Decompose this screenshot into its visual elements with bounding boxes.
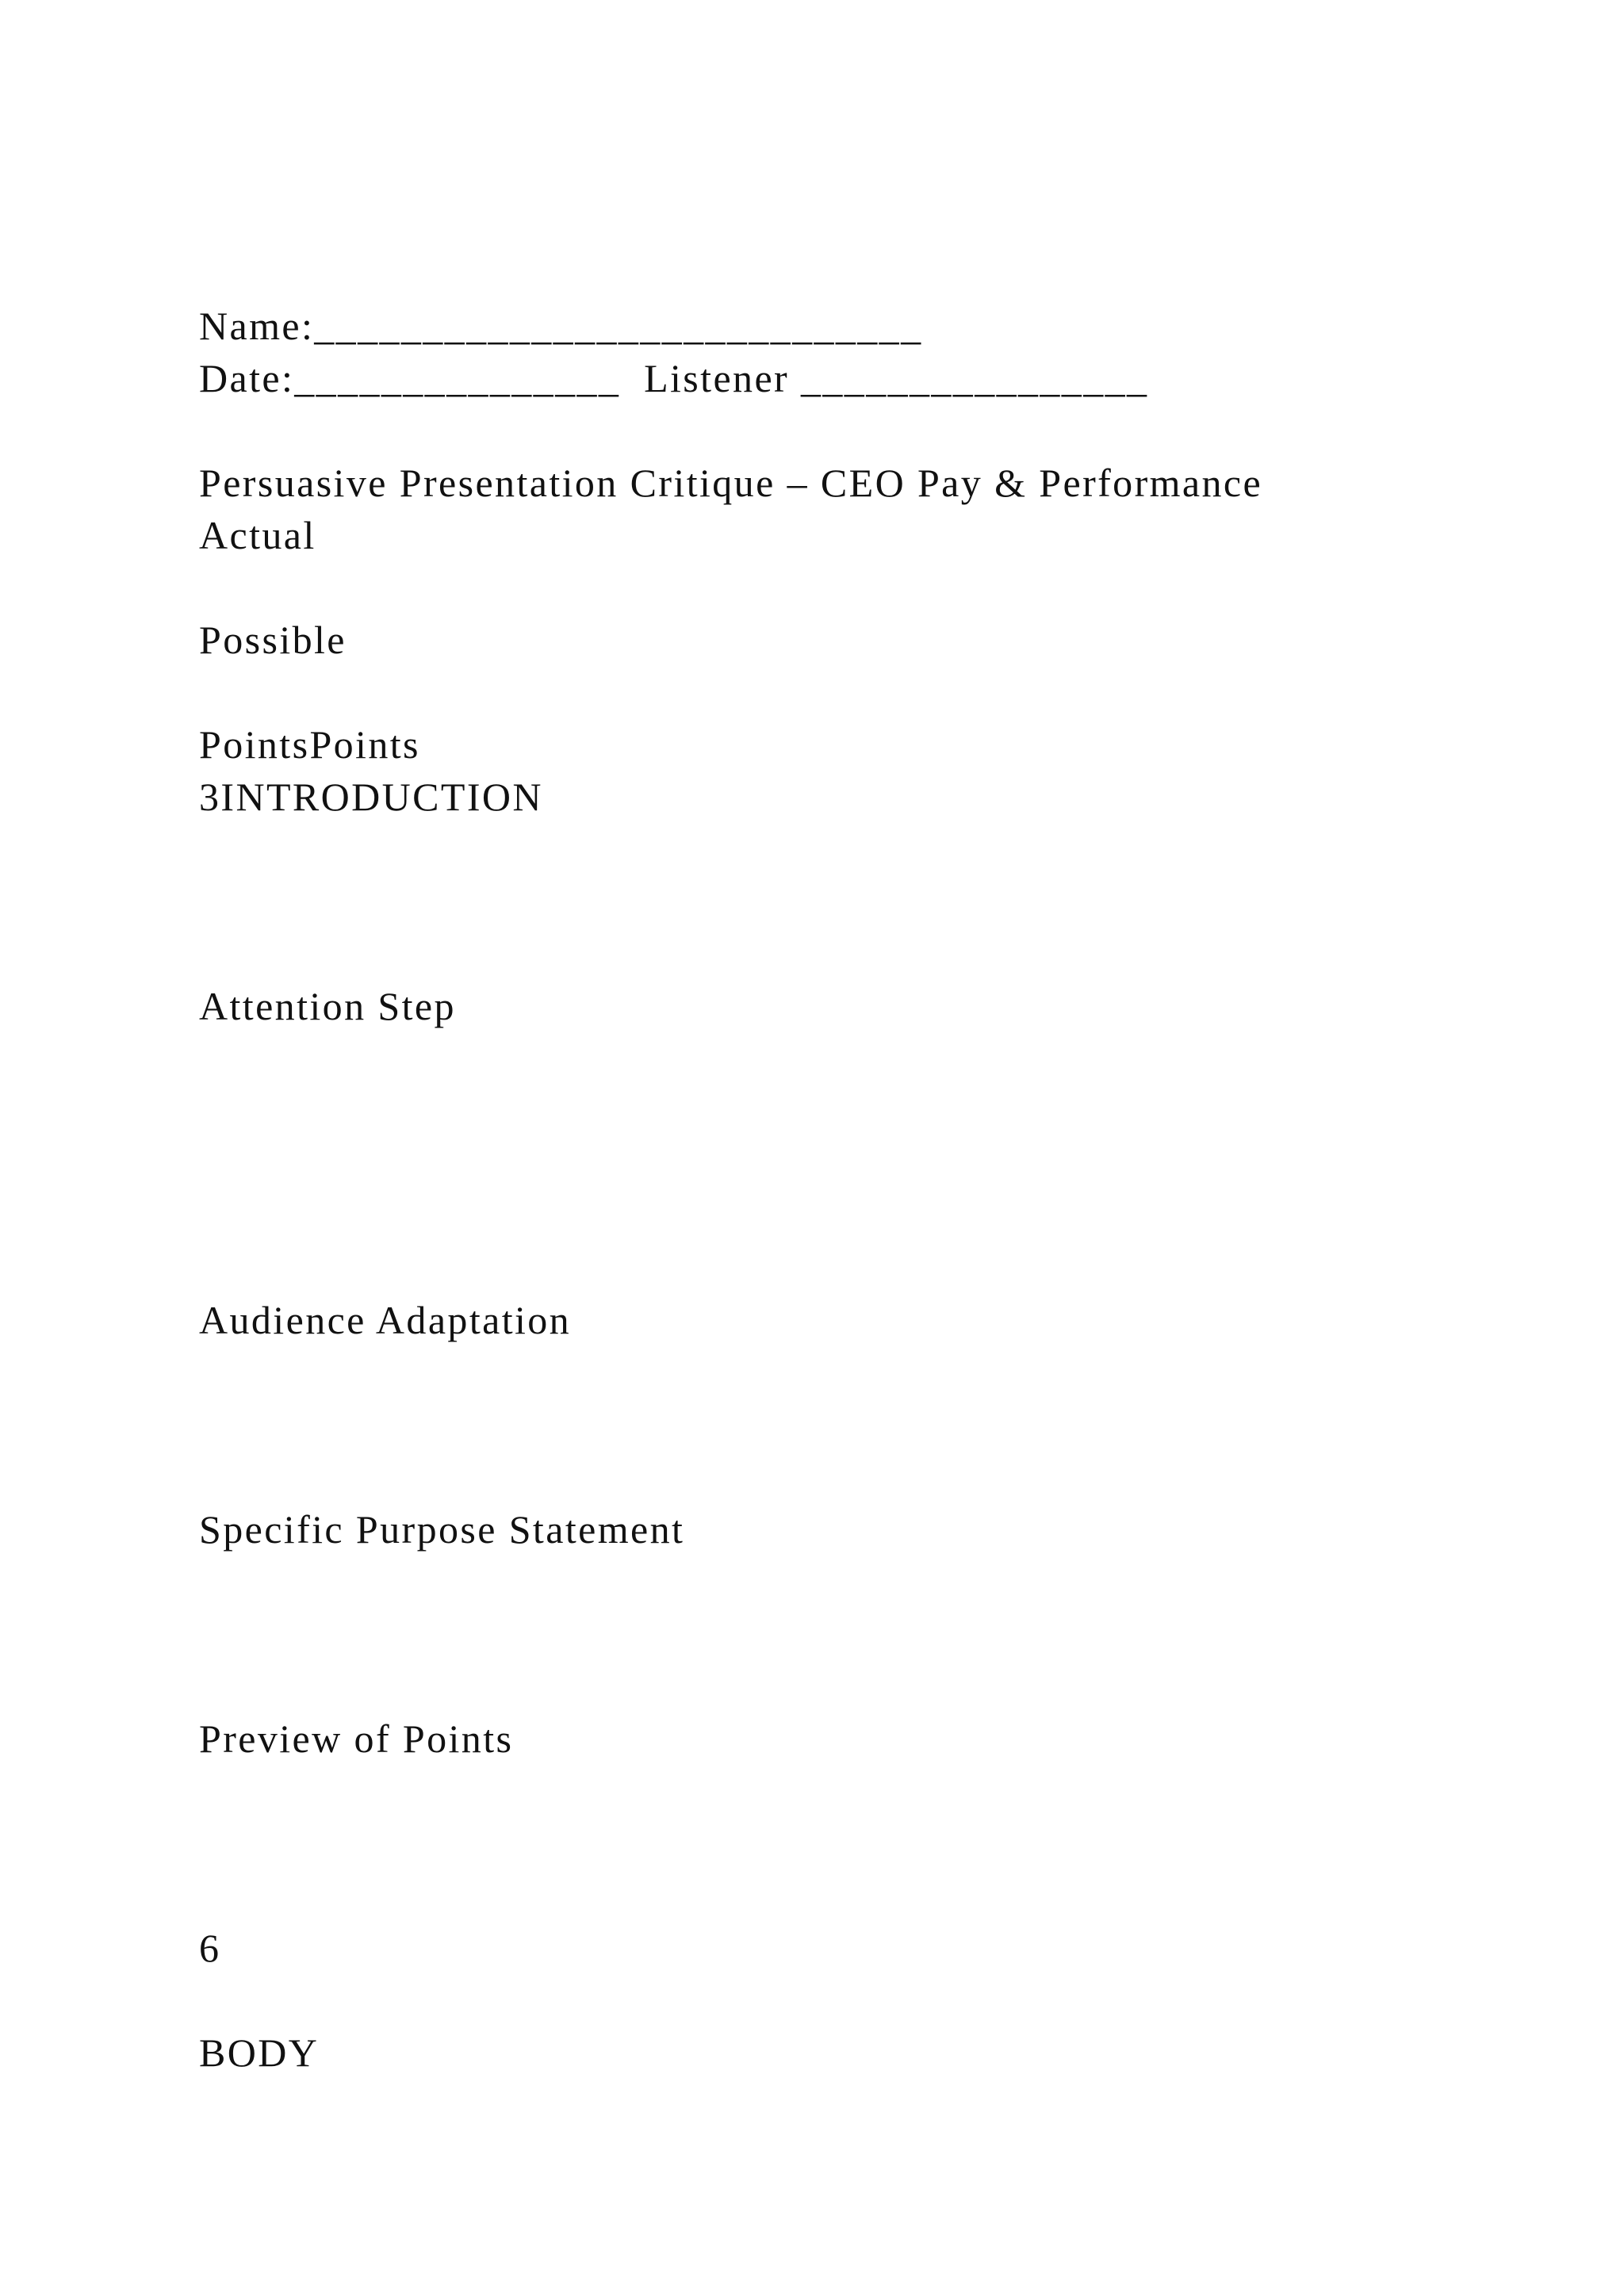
body-heading: BODY: [199, 2030, 320, 2075]
possible-label: Possible: [199, 618, 347, 662]
name-field-line: Name:____________________________: [199, 304, 923, 348]
body-points-value: 6: [199, 1926, 221, 1970]
document-title: Persuasive Presentation Critique – CEO Pay & Performance: [199, 461, 1263, 505]
introduction-heading: 3INTRODUCTION: [199, 775, 543, 819]
audience-adaptation-item: Audience Adaptation: [199, 1298, 572, 1342]
date-listener-line: Date:_______________ Listener ________________: [199, 356, 1149, 400]
points-header: PointsPoints: [199, 722, 420, 767]
actual-label: Actual: [199, 513, 316, 557]
specific-purpose-item: Specific Purpose Statement: [199, 1507, 685, 1552]
preview-points-item: Preview of Points: [199, 1716, 514, 1761]
attention-step-item: Attention Step: [199, 984, 456, 1028]
